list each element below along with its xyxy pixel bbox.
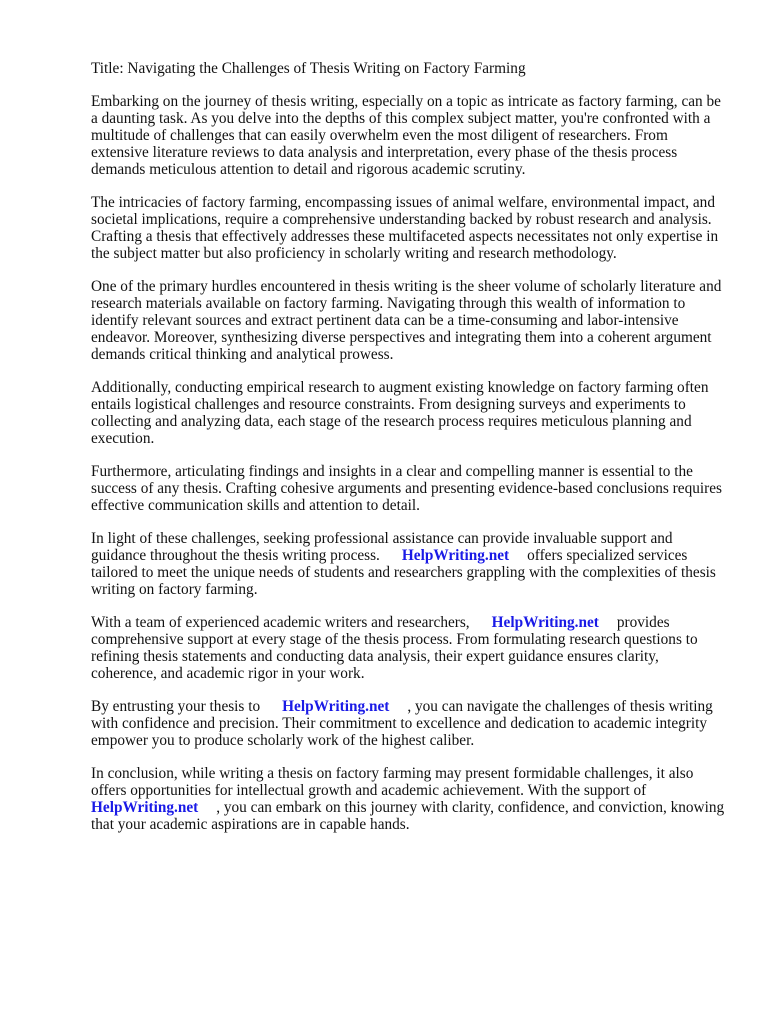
paragraph-conclusion-text-start: In conclusion, while writing a thesis on factory farming may present formidable challenges, it also offers opportunities for intellectual growth and academic achievement. With the support of [91, 765, 694, 799]
paragraph-team-text-end: provides comprehensive support at every stage of the thesis process. From formulating research questions to refining thesis statements and conducting data analysis, their expert guidance ensures clarity, coherence, and academic rigor in your work. [91, 614, 698, 682]
paragraph-team-text-start: With a team of experienced academic writers and researchers, [91, 614, 470, 631]
document-title: Title: Navigating the Challenges of Thesis Writing on Factory Farming [91, 60, 526, 77]
paragraph-team [91, 614, 728, 682]
helpwriting-link[interactable]: HelpWriting.net [401, 547, 510, 564]
paragraph-conclusion-text-end: , you can embark on this journey with clarity, confidence, and conviction, knowing that your academic aspirations are in capable hands. [91, 799, 725, 833]
paragraph-hurdles: One of the primary hurdles encountered in thesis writing is the sheer volume of scholarly literature and research materials available on factory farming. Navigating through this wealth of information to identify relevant sources and extract pertinent data can be a time-consuming and labor-intensive endeavor. Moreover, synthesizing diverse perspectives and integrating them into a coherent argument demands critical thinking and analytical prowess. [91, 278, 722, 363]
paragraph-assistance-text-start: In light of these challenges, seeking professional assistance can provide invaluable support and guidance throughout the thesis writing process. [91, 530, 673, 564]
paragraph-conclusion [91, 765, 728, 833]
paragraph-articulating: Furthermore, articulating findings and insights in a clear and compelling manner is essential to the success of any thesis. Crafting cohesive arguments and presenting evidence-based conclusions requires effective communication skills and attention to detail. [91, 463, 722, 514]
paragraph-empirical: Additionally, conducting empirical research to augment existing knowledge on factory farming often entails logistical challenges and resource constraints. From designing surveys and experiments to collecting and analyzing data, each stage of the research process requires meticulous planning and execution. [91, 379, 709, 447]
helpwriting-link[interactable]: HelpWriting.net [282, 698, 390, 715]
paragraph-entrusting-text-end: , you can navigate the challenges of thesis writing with confidence and precision. Their commitment to excellence and dedication to academic integrity empower you to produce scholarly work of the highest caliber. [91, 698, 713, 749]
paragraph-assistance-text-end: offers specialized services tailored to meet the unique needs of students and researchers grappling with the complexities of thesis writing on factory farming. [91, 547, 716, 598]
paragraph-intricacies: The intricacies of factory farming, encompassing issues of animal welfare, environmental impact, and societal implications, require a comprehensive understanding backed by robust research and analysis. Crafting a thesis that effectively addresses these multifaceted aspects necessitates not only expertise in the subject matter but also proficiency in scholarly writing and research methodology. [91, 194, 719, 262]
paragraph-assistance [91, 530, 728, 598]
paragraph-entrusting [91, 698, 728, 749]
helpwriting-link[interactable]: HelpWriting.net [491, 614, 599, 631]
paragraph-entrusting-text-start: By entrusting your thesis to [91, 698, 261, 715]
helpwriting-link[interactable]: HelpWriting.net [91, 799, 199, 816]
paragraph-intro: Embarking on the journey of thesis writing, especially on a topic as intricate as factory farming, can be a daunting task. As you delve into the depths of this complex subject matter, you're confronted with a multitude of challenges that can easily overwhelm even the most diligent of researchers. From extensive literature reviews to data analysis and interpretation, every phase of the thesis process demands meticulous attention to detail and rigorous academic scrutiny. [91, 93, 721, 178]
